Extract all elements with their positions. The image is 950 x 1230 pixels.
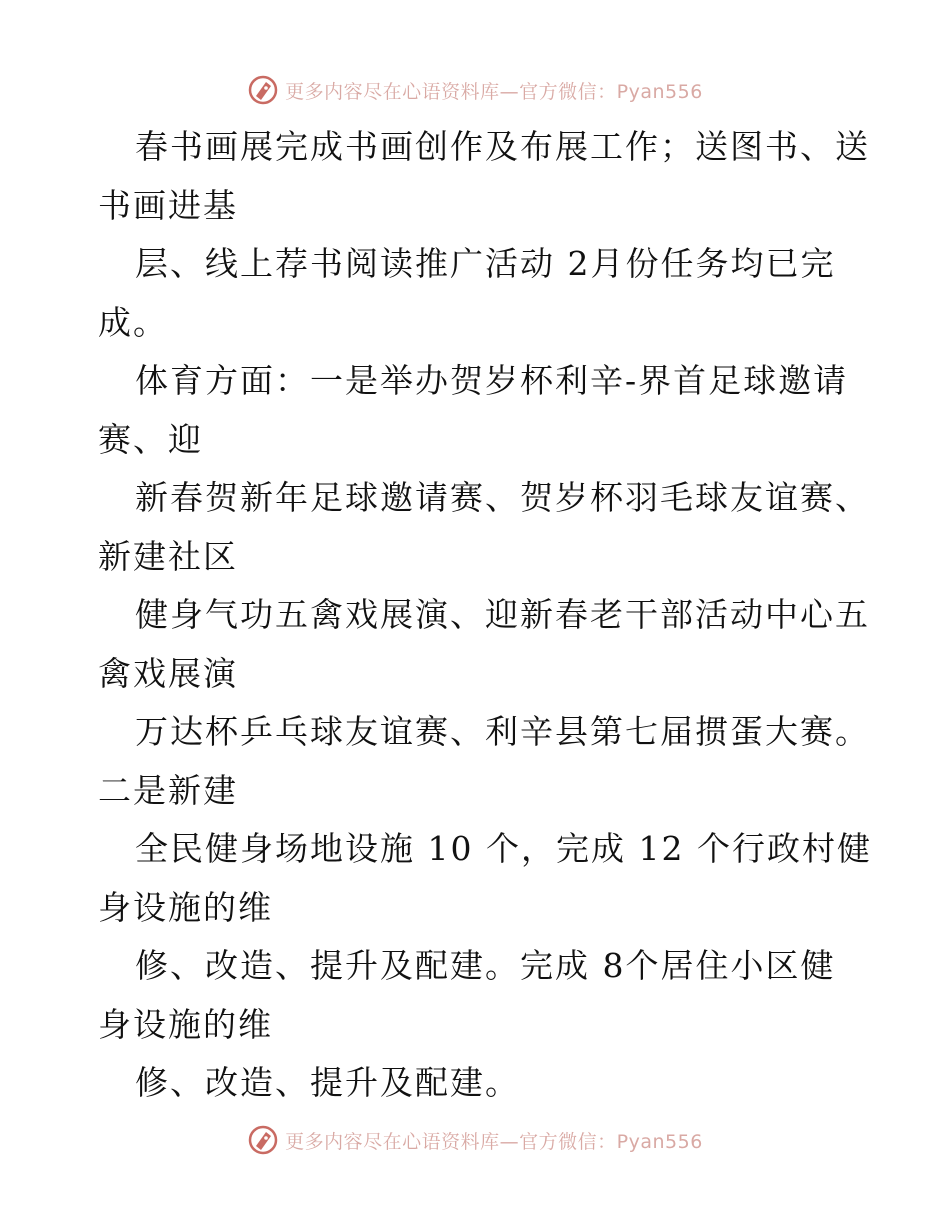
- document-body: [98, 118, 872, 1113]
- pen-nib-logo-icon: [247, 74, 279, 106]
- text-line: 春书画展完成书画创作及布展工作；送图书、送: [135, 127, 870, 166]
- pen-nib-logo-icon: [247, 1124, 279, 1156]
- text-line: 赛、迎: [98, 419, 203, 459]
- text-line: 层、线上荐书阅读推广活动 2月份任务均已完: [135, 244, 836, 283]
- text-line: 书画进基: [98, 185, 238, 225]
- text-line: 万达杯乒乓球友谊赛、利辛县第七届掼蛋大赛。: [135, 712, 870, 751]
- text-line: 身设施的维: [98, 1004, 273, 1044]
- text-line: 身设施的维: [98, 887, 273, 927]
- text-line: 修、改造、提升及配建。完成 8个居住小区健: [135, 946, 836, 985]
- text-line: 新建社区: [98, 536, 238, 576]
- text-line: 禽戏展演: [98, 653, 238, 693]
- text-line: 二是新建: [98, 770, 238, 810]
- text-line: 体育方面：一是举办贺岁杯利辛-界首足球邀请: [135, 361, 849, 400]
- header-watermark: [0, 70, 950, 110]
- text-line: 全民健身场地设施 10 个，完成 12 个行政村健: [135, 829, 872, 868]
- text-line: 修、改造、提升及配建。: [135, 1063, 520, 1102]
- watermark-text: 更多内容尽在心语资料库—官方微信：Pyan556: [285, 1130, 703, 1153]
- footer-watermark: [0, 1120, 950, 1160]
- watermark-text: 更多内容尽在心语资料库—官方微信：Pyan556: [285, 80, 703, 103]
- text-line: 新春贺新年足球邀请赛、贺岁杯羽毛球友谊赛、: [135, 478, 870, 517]
- text-line: 成。: [98, 302, 168, 342]
- text-line: 健身气功五禽戏展演、迎新春老干部活动中心五: [135, 595, 870, 634]
